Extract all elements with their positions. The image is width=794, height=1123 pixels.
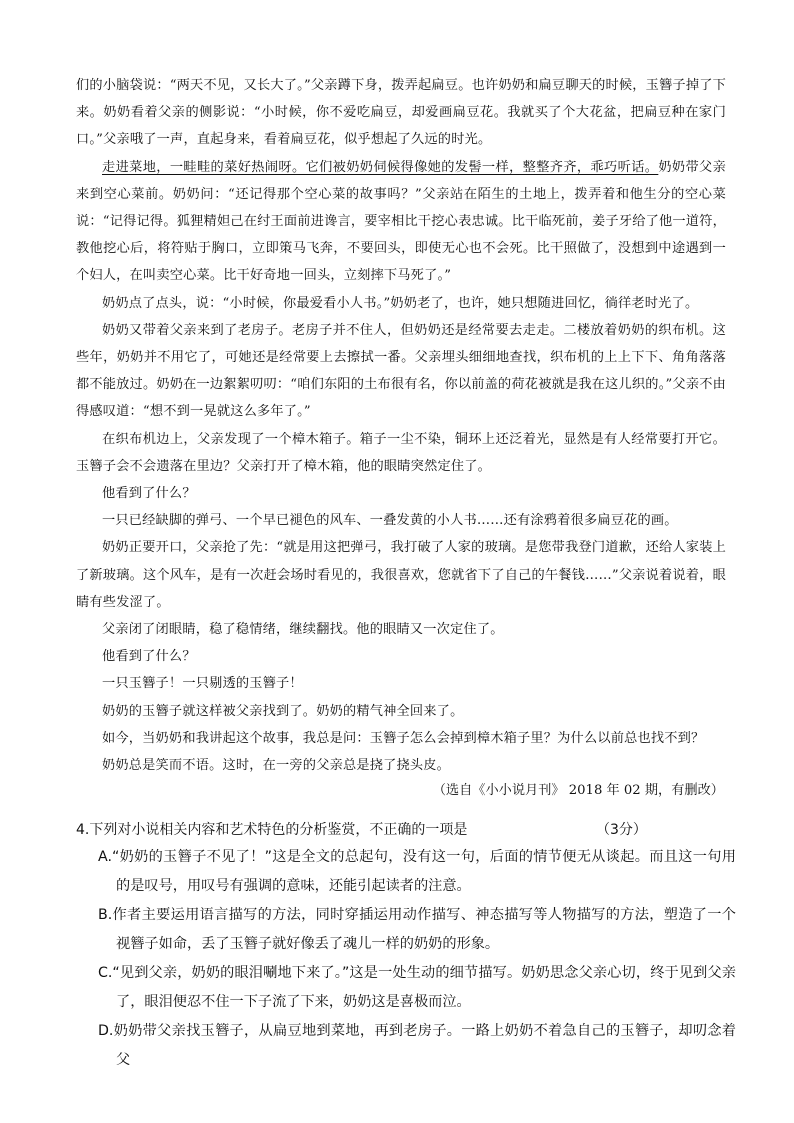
story-paragraph: 在织布机边上，父亲发现了一个樟木箱子。箱子一尘不染，铜环上还泛着光，显然是有人经常要打开它。玉簪子会不会遗落在里边？父亲打开了樟木箱，他的眼睛突然定住了。	[76, 431, 726, 474]
option-a: A.“奶奶的玉簪子不见了！”这是全文的总起句，没有这一句，后面的情节便无从谈起。而且这一句用的是叹号，用叹号有强调的意味，还能引起读者的注意。	[98, 849, 736, 894]
option-b: B.作者主要运用语言描写的方法，同时穿插运用动作描写、神态描写等人物描写的方法，塑造了一个视簪子如命，丢了玉簪子就好像丢了魂儿一样的奶奶的形象。	[98, 907, 736, 952]
source-citation: （选自《小小说月刊》 2018 年 02 期，有删改）	[432, 783, 724, 798]
story-text	[76, 72, 726, 779]
question-score: （3分）	[596, 822, 647, 838]
story-paragraph: 奶奶正要开口，父亲抢了先：“就是用这把弹弓，我打破了人家的玻璃。是您带我登门道歉，还给人家装上了新玻璃。这个风车，是有一次赶会场时看见的，我很喜欢，您就省下了自己的午餐钱……”父亲说着说着，眼睛有些发涩了。	[76, 540, 726, 610]
question-4	[76, 817, 736, 1075]
story-paragraph: 奶奶的玉簪子就这样被父亲找到了。奶奶的精气神全回来了。	[102, 703, 464, 719]
story-paragraph: 奶奶总是笑而不语。这时，在一旁的父亲总是挠了挠头皮。	[102, 758, 451, 774]
story-paragraph	[76, 154, 726, 290]
story-paragraph: 他看到了什么？	[102, 649, 196, 665]
story-paragraph: 奶奶又带着父亲来到了老房子。老房子并不住人，但奶奶还是经常要去走走。二楼放着奶奶的织布机。这些年，奶奶并不用它了，可她还是经常要上去擦拭一番。父亲埋头细细地查找，织布机的上上下下、角角落落都不能放过。奶奶在一边絮絮叨叨：“咱们东阳的土布很有名，你以前盖的荷花被就是我在这儿织的。”父亲不由得感叹道：“想不到一晃就这么多年了。”	[76, 322, 726, 420]
option-d: D.奶奶带父亲找玉簪子，从扁豆地到菜地，再到老房子。一路上奶奶不着急自己的玉簪子，却叨念着父	[98, 1023, 736, 1068]
option-c: C.“见到父亲，奶奶的眼泪唰地下来了。”这是一处生动的细节描写。奶奶思念父亲心切，终于见到父亲了，眼泪便忍不住一下子流了下来，奶奶这是喜极而泣。	[98, 965, 736, 1010]
story-paragraph: 一只玉簪子！一只剔透的玉簪子！	[102, 676, 303, 692]
story-paragraph: 一只已经缺脚的弹弓、一个早已褪色的风车、一叠发黄的小人书……还有涂鸦着很多扁豆花的画。	[102, 513, 678, 529]
question-stem	[76, 817, 736, 843]
story-paragraph: 他看到了什么？	[102, 486, 196, 502]
question-stem-text: 4.下列对小说相关内容和艺术特色的分析鉴赏，不正确的一项是	[76, 822, 468, 838]
story-paragraph: 们的小脑袋说：“两天不见，又长大了。”父亲蹲下身，拨弄起扁豆。也许奶奶和扁豆聊天的时候，玉簪子掉了下来。奶奶看着父亲的侧影说：“小时候，你不爱吃扁豆，却爱画扁豆花。我就买了个大花盆，把扁豆种在家门口。”父亲哦了一声，直起身来，看着扁豆花，似乎想起了久远的时光。	[76, 78, 726, 148]
underlined-sentence: 走进菜地，一畦畦的菜好热闹呀。它们被奶奶伺候得像她的发髻一样，整整齐齐，乖巧听话。	[102, 159, 659, 175]
story-paragraph: 奶奶点了点头，说：“小时候，你最爱看小人书。”奶奶老了，也许，她只想随进回忆，徜徉老时光了。	[102, 295, 699, 311]
paragraph-rest: 奶奶带父亲来到空心菜前。奶奶问：“还记得那个空心菜的故事吗？”父亲站在陌生的土地上，拨弄着和他生分的空心菜说：“记得记得。狐狸精妲己在纣王面前进谗言，要宰相比干挖心表忠诚。比干临死前，姜子牙给了他一道符，教他挖心后，将符贴于胸口，立即策马飞奔，不要回头，即使无心也不会死。比干照做了，没想到中途遇到一个妇人，在叫卖空心菜。比干好奇地一回头，立刻摔下马死了。”	[76, 159, 727, 284]
story-paragraph: 父亲闭了闭眼睛，稳了稳情绪，继续翻找。他的眼睛又一次定住了。	[102, 622, 504, 638]
story-paragraph: 如今，当奶奶和我讲起这个故事，我总是问：玉簪子怎么会掉到樟木箱子里？为什么以前总也找不到？	[102, 730, 705, 746]
